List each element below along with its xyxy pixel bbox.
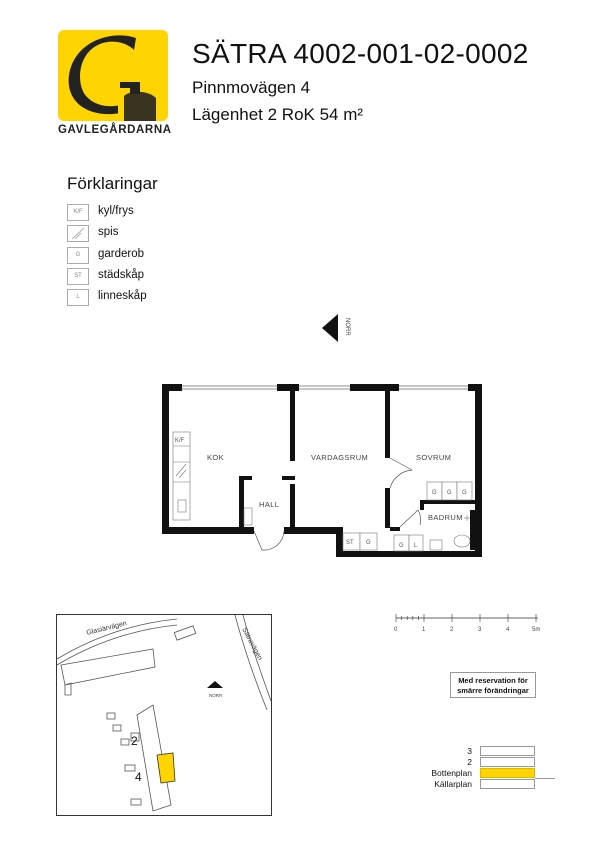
linneskap-symbol: L [67,289,89,306]
scale-tick-4: 4 [506,627,510,633]
scale-tick-5: 5m [532,627,541,633]
house-number-4: 4 [135,770,142,784]
floor-label-2: 2 [467,757,472,767]
floor-box-3 [480,746,535,756]
property-address: Pinnmovägen 4 [192,78,311,97]
legend-title: Förklaringar [67,174,158,193]
closet-l: L [414,543,418,549]
street-satravagen: Sätravägen [240,626,264,662]
closet-g-2: G [447,490,452,496]
room-label-sovrum: SOVRUM [416,453,452,462]
room-label-hall: HALL [259,500,280,509]
stadskap-symbol: ST [67,268,89,285]
closet-g-3: G [462,490,467,496]
floor-label-3: 3 [467,746,472,756]
north-label: NORR [344,318,350,336]
fixture-kf: K/F [175,438,185,444]
site-highlight [157,753,175,783]
room-label-badrum: BADRUM [428,513,463,522]
closet-st: ST [346,540,354,546]
street-glasiarvagen: Glasiärvägen [85,620,128,637]
closet-g-4: G [366,540,371,546]
site-north-label: NORR [209,693,223,698]
reservation-note [450,672,536,698]
room-label-kok: KOK [207,453,225,462]
scale-tick-2: 2 [450,627,454,633]
site-map-drawing [57,615,271,815]
kyl-frys-symbol: K/F [67,204,89,221]
north-arrow-icon [322,314,350,342]
floor-label-kallarplan: Källarplan [434,779,472,789]
floor-label-bottenplan: Bottenplan [431,768,472,778]
scale-tick-1: 1 [422,627,426,633]
site-north-arrow-icon [207,681,223,688]
windows [182,386,468,389]
property-title: SÄTRA 4002-001-02-0002 [192,38,529,69]
apartment-info: Lägenhet 2 RoK 54 m² [192,105,364,124]
scale-tick-3: 3 [478,627,482,633]
walls [162,384,482,557]
reservation-note-line2: smärre förändringar [457,685,529,695]
floor-box-kallarplan [480,779,535,789]
floor-box-2 [480,757,535,767]
reservation-note-line1: Med reservation för [458,676,528,685]
garderob-symbol: G [67,247,89,264]
room-label-vardagsrum: VARDAGSRUM [311,453,369,462]
scale-bar [390,612,550,636]
brand-name: GAVLEGÅRDARNA [58,124,172,136]
site-map [56,614,272,816]
closet-g-1: G [432,490,437,496]
scale-tick-0: 0 [394,627,398,633]
floor-marker-line [535,778,555,779]
closet-g-5: G [399,543,404,549]
floor-box-bottenplan [480,768,535,778]
house-number-2: 2 [131,734,138,748]
